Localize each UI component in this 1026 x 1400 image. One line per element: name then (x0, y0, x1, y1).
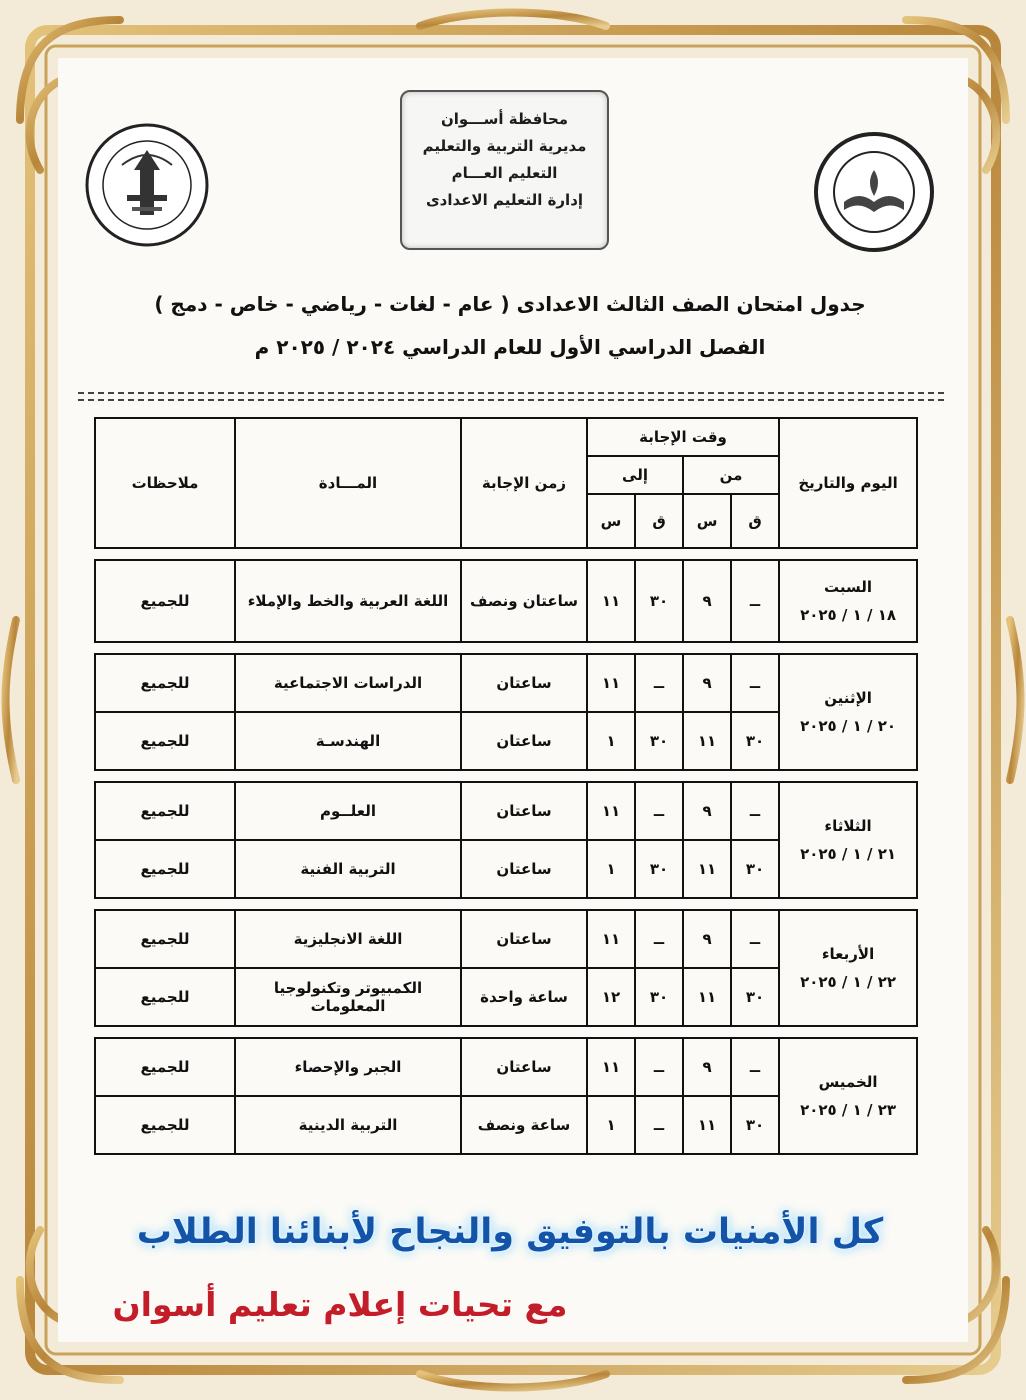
notes-cell: للجميع (95, 840, 235, 898)
to-minute-cell: ــ (635, 782, 683, 840)
notes-cell: للجميع (95, 1096, 235, 1154)
table-row (95, 782, 917, 840)
from-minute-cell: ــ (731, 560, 779, 642)
from-hour-cell: ١١ (683, 1096, 731, 1154)
row-spacer (95, 770, 917, 782)
subject-cell: الهندسـة (235, 712, 461, 770)
from-hour-cell: ١١ (683, 712, 731, 770)
duration-cell: ساعتان ونصف (461, 560, 587, 642)
header-subject: المـــادة (235, 418, 461, 548)
divider (78, 392, 944, 394)
header-day-date: اليوم والتاريخ (779, 418, 917, 548)
good-wishes-banner: كل الأمنيات بالتوفيق والنجاح لأبنائنا الطلاب (136, 1212, 884, 1252)
to-minute-cell: ٣٠ (635, 840, 683, 898)
exam-date: ٢١ / ١ / ٢٠٢٥ (800, 845, 897, 863)
subject-cell: التربية الفنية (235, 840, 461, 898)
notes-cell: للجميع (95, 712, 235, 770)
divider (78, 399, 944, 401)
from-hour-cell: ١١ (683, 840, 731, 898)
spacer-cell (95, 1026, 917, 1038)
duration-cell: ساعتان (461, 910, 587, 968)
exam-date: ٢٣ / ١ / ٢٠٢٥ (800, 1101, 897, 1119)
spacer-cell (95, 770, 917, 782)
header-notes: ملاحظات (95, 418, 235, 548)
subject-cell: الدراسات الاجتماعية (235, 654, 461, 712)
subject-cell: اللغة الانجليزية (235, 910, 461, 968)
from-hour-cell: ٩ (683, 1038, 731, 1096)
from-minute-cell: ٣٠ (731, 968, 779, 1026)
exam-title: جدول امتحان الصف الثالث الاعدادى ( عام - لغات - رياضي - خاص - دمج ) (154, 292, 866, 316)
day-date-cell (779, 654, 917, 770)
exam-subtitle: الفصل الدراسي الأول للعام الدراسي ٢٠٢٤ / ٢٠٢٥ م (254, 335, 766, 359)
header-from-hour: س (683, 494, 731, 548)
to-minute-cell: ٣٠ (635, 968, 683, 1026)
to-hour-cell: ١ (587, 840, 635, 898)
exam-date: ٢٠ / ١ / ٢٠٢٥ (800, 717, 897, 735)
notes-cell: للجميع (95, 782, 235, 840)
to-minute-cell: ــ (635, 1038, 683, 1096)
to-hour-cell: ١٢ (587, 968, 635, 1026)
duration-cell: ساعة واحدة (461, 968, 587, 1026)
header-to: إلى (587, 456, 683, 494)
to-hour-cell: ١١ (587, 1038, 635, 1096)
to-hour-cell: ١ (587, 1096, 635, 1154)
spacer-cell (95, 548, 917, 560)
duration-cell: ساعة ونصف (461, 1096, 587, 1154)
from-hour-cell: ٩ (683, 654, 731, 712)
from-minute-cell: ــ (731, 782, 779, 840)
day-date-cell (779, 910, 917, 1026)
duration-cell: ساعتان (461, 1038, 587, 1096)
header-to-minute: ق (635, 494, 683, 548)
table-row (95, 654, 917, 712)
header-to-hour: س (587, 494, 635, 548)
table-row (95, 1038, 917, 1096)
day-date-cell (779, 782, 917, 898)
exam-schedule-table (94, 417, 918, 1155)
from-minute-cell: ــ (731, 910, 779, 968)
stamp-line: مديرية التربية والتعليم (422, 137, 587, 155)
from-minute-cell: ــ (731, 1038, 779, 1096)
exam-date: ٢٢ / ١ / ٢٠٢٥ (800, 973, 897, 991)
duration-cell: ساعتان (461, 840, 587, 898)
table-row (95, 560, 917, 642)
table-row (95, 910, 917, 968)
notes-cell: للجميع (95, 1038, 235, 1096)
row-spacer (95, 1026, 917, 1038)
from-hour-cell: ١١ (683, 968, 731, 1026)
header-answer-time: وقت الإجابة (587, 418, 779, 456)
day-name: الإثنين (824, 689, 872, 707)
duration-cell: ساعتان (461, 654, 587, 712)
row-spacer (95, 548, 917, 560)
subject-cell: الكمبيوتر وتكنولوجيا المعلومات (235, 968, 461, 1026)
from-minute-cell: ٣٠ (731, 712, 779, 770)
notes-cell: للجميع (95, 654, 235, 712)
day-date-cell (779, 1038, 917, 1154)
exam-date: ١٨ / ١ / ٢٠٢٥ (800, 606, 897, 624)
from-hour-cell: ٩ (683, 782, 731, 840)
notes-cell: للجميع (95, 560, 235, 642)
header-from-minute: ق (731, 494, 779, 548)
row-spacer (95, 642, 917, 654)
to-hour-cell: ١١ (587, 910, 635, 968)
day-name: الثلاثاء (824, 817, 872, 835)
subject-cell: العلــوم (235, 782, 461, 840)
stamp-line: محافظة أســـوان (440, 110, 569, 128)
to-minute-cell: ٣٠ (635, 560, 683, 642)
directorate-emblem-icon (82, 95, 212, 275)
day-name: الخميس (818, 1073, 878, 1091)
stamp-line: إدارة التعليم الاعدادى (425, 191, 584, 209)
to-minute-cell: ــ (635, 654, 683, 712)
to-hour-cell: ١١ (587, 560, 635, 642)
to-hour-cell: ١١ (587, 782, 635, 840)
from-minute-cell: ــ (731, 654, 779, 712)
to-minute-cell: ــ (635, 1096, 683, 1154)
from-minute-cell: ٣٠ (731, 1096, 779, 1154)
header-from: من (683, 456, 779, 494)
day-date-cell (779, 560, 917, 642)
row-spacer (95, 898, 917, 910)
education-book-emblem-icon (812, 110, 937, 275)
day-name: الأربعاء (821, 945, 875, 963)
spacer-cell (95, 642, 917, 654)
spacer-cell (95, 898, 917, 910)
subject-cell: اللغة العربية والخط والإملاء (235, 560, 461, 642)
from-hour-cell: ٩ (683, 910, 731, 968)
to-hour-cell: ١ (587, 712, 635, 770)
from-minute-cell: ٣٠ (731, 840, 779, 898)
day-name: السبت (824, 578, 873, 596)
to-minute-cell: ٣٠ (635, 712, 683, 770)
greeting-line: مع تحيات إعلام تعليم أسوان (112, 1285, 568, 1324)
duration-cell: ساعتان (461, 782, 587, 840)
to-minute-cell: ــ (635, 910, 683, 968)
from-hour-cell: ٩ (683, 560, 731, 642)
duration-cell: ساعتان (461, 712, 587, 770)
notes-cell: للجميع (95, 910, 235, 968)
directorate-stamp (400, 90, 609, 250)
stamp-line: التعليم العـــام (451, 164, 558, 182)
notes-cell: للجميع (95, 968, 235, 1026)
subject-cell: التربية الدينية (235, 1096, 461, 1154)
header-duration: زمن الإجابة (461, 418, 587, 548)
subject-cell: الجبر والإحصاء (235, 1038, 461, 1096)
to-hour-cell: ١١ (587, 654, 635, 712)
